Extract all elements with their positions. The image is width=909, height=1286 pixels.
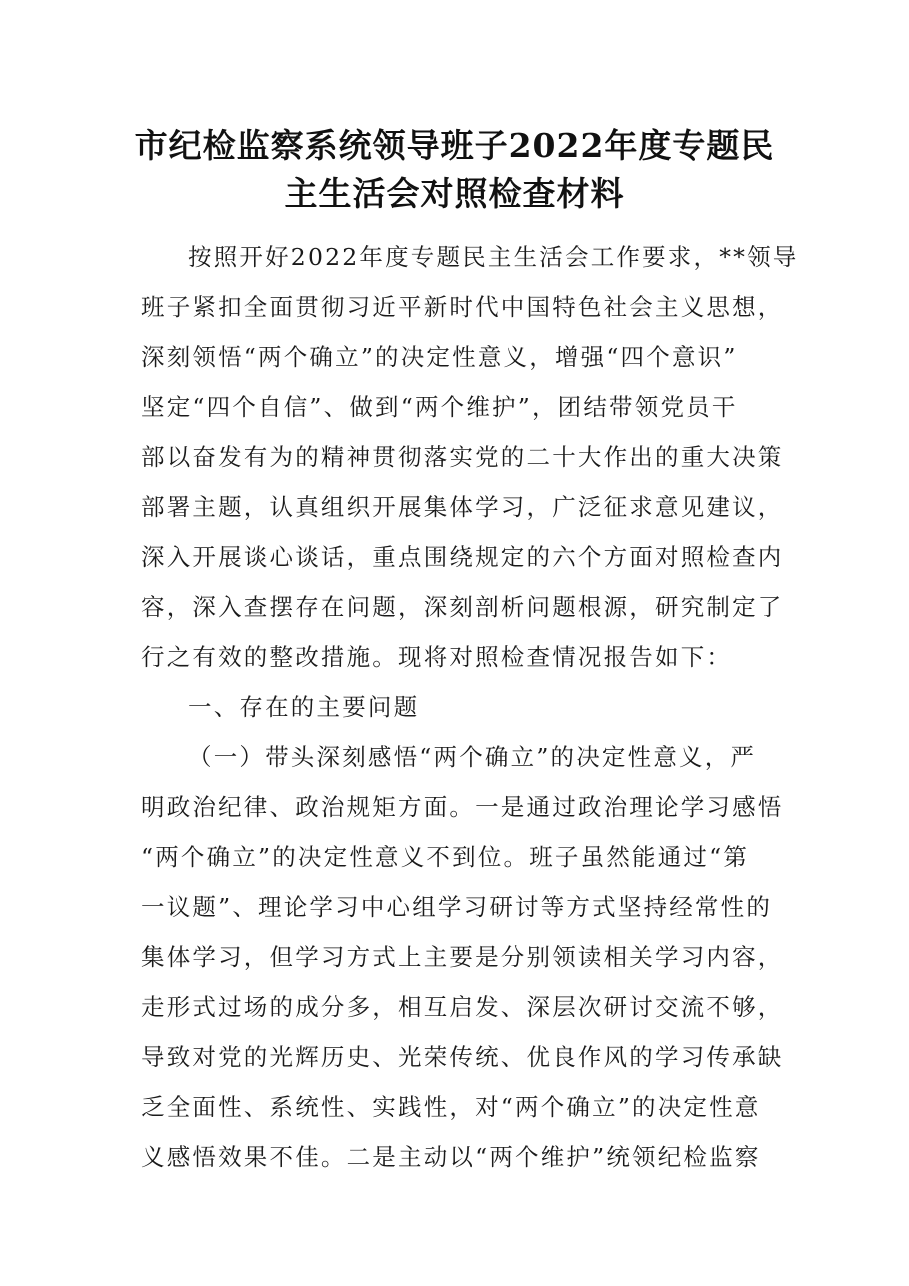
- paragraph-line: 乏全面性、系统性、实践性，对“两个确立”的决定性意: [141, 1093, 761, 1121]
- paragraph-line: 集体学习，但学习方式上主要是分别领读相关学习内容，: [141, 943, 784, 971]
- paragraph-line: 深刻领悟“两个确立”的决定性意义，增强“四个意识”: [141, 343, 738, 371]
- document-title-line-1: 市纪检监察系统领导班子2022年度专题民: [134, 126, 775, 165]
- paragraph-line: （一）带头深刻感悟“两个确立”的决定性意义，严: [188, 743, 757, 771]
- paragraph-line: 容，深入查摆存在问题，深刻剖析问题根源，研究制定了: [141, 593, 784, 621]
- paragraph-line: 一议题”、理论学习中心组学习研讨等方式坚持经常性的: [141, 893, 773, 921]
- paragraph-line: 部署主题，认真组织开展集体学习，广泛征求意见建议，: [141, 493, 784, 521]
- paragraph-line: “两个确立”的决定性意义不到位。班子虽然能通过“第: [141, 843, 750, 871]
- paragraph-line: 班子紧扣全面贯彻习近平新时代中国特色社会主义思想，: [141, 293, 784, 321]
- paragraph-line: 深入开展谈心谈话，重点围绕规定的六个方面对照检查内: [141, 543, 784, 571]
- paragraph-line: 明政治纪律、政治规矩方面。一是通过政治理论学习感悟: [141, 793, 784, 821]
- paragraph-intro: [141, 232, 799, 1182]
- paragraph-line: 部以奋发有为的精神贯彻落实党的二十大作出的重大决策: [141, 443, 784, 471]
- paragraph-line: 坚定“四个自信”、做到“两个维护”，团结带领党员干: [141, 393, 738, 421]
- paragraph-line: 行之有效的整改措施。现将对照检查情况报告如下：: [141, 643, 733, 671]
- paragraph-line: 走形式过场的成分多，相互启发、深层次研讨交流不够，: [141, 993, 784, 1021]
- section-heading: 一、存在的主要问题: [188, 693, 420, 721]
- document-title-line-2: 主生活会对照检查材料: [284, 174, 625, 213]
- paragraph-line: 导致对党的光辉历史、光荣传统、优良作风的学习传承缺: [141, 1043, 784, 1071]
- paragraph-line: 按照开好2022年度专题民主生活会工作要求，**领导: [188, 243, 799, 271]
- paragraph-line: 义感悟效果不佳。二是主动以“两个维护”统领纪检监察: [141, 1143, 761, 1171]
